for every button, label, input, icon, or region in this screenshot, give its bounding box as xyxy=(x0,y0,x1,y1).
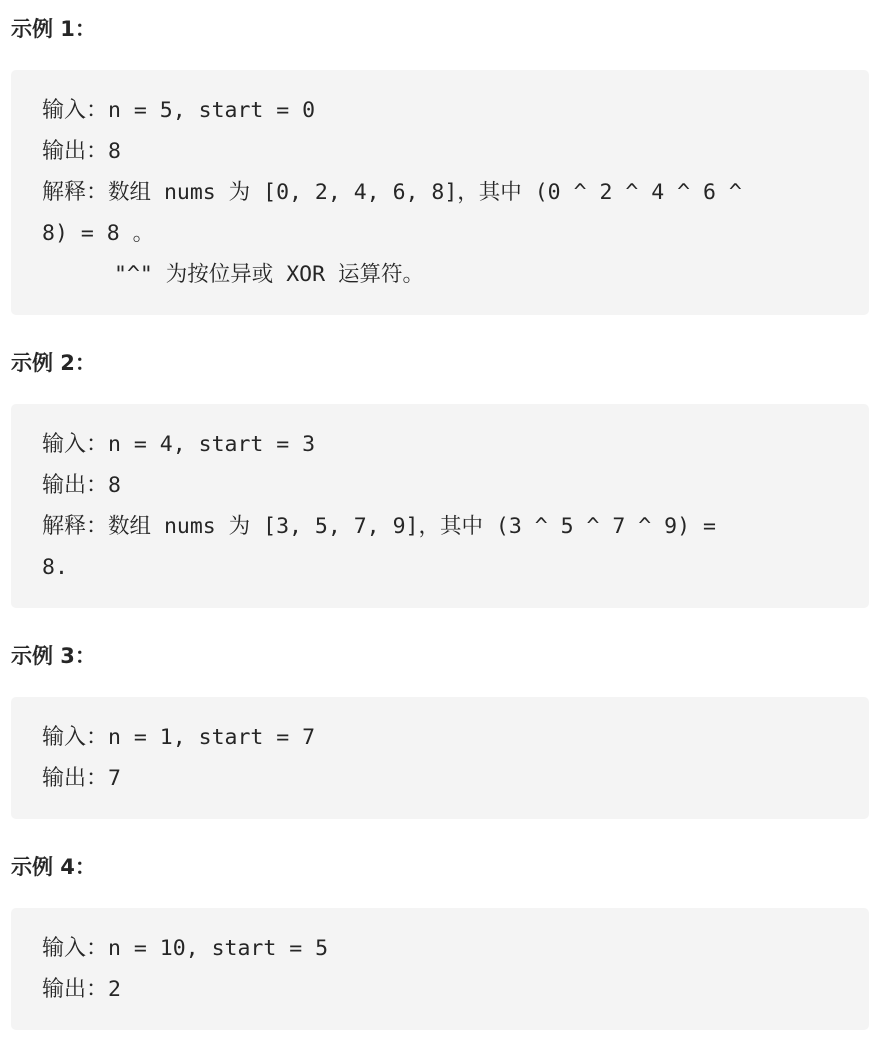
input-value: n = 5, start = 0 xyxy=(108,98,316,123)
example-4-input-line xyxy=(42,928,869,969)
input-label: 输入： xyxy=(42,936,109,961)
example-3-code-block xyxy=(11,697,869,819)
example-1-input-line xyxy=(42,90,869,131)
output-label: 输出： xyxy=(42,473,109,498)
example-2-code-block xyxy=(11,404,869,608)
example-2-explanation-continuation xyxy=(42,547,869,588)
output-value: 2 xyxy=(108,977,121,1002)
explanation-continuation-text: 8) = 8 。 xyxy=(42,221,155,246)
explanation-label: 解释： xyxy=(42,514,109,539)
explanation-text: 数组 nums 为 [3, 5, 7, 9]，其中 (3 ^ 5 ^ 7 ^ 9) = xyxy=(108,514,716,539)
xor-note-text: "^" 为按位异或 XOR 运算符。 xyxy=(114,262,424,287)
example-1-code-block xyxy=(11,70,869,315)
example-2-input-line xyxy=(42,424,869,465)
example-2-output-line xyxy=(42,465,869,506)
input-label: 输入： xyxy=(42,725,109,750)
example-3-output-line xyxy=(42,758,869,799)
example-2-heading: 示例 2： xyxy=(11,351,96,375)
example-4-heading: 示例 4： xyxy=(11,855,96,879)
input-value: n = 1, start = 7 xyxy=(108,725,316,750)
example-1-heading: 示例 1： xyxy=(11,17,96,41)
example-2-explanation-line xyxy=(42,506,869,547)
output-value: 8 xyxy=(108,473,121,498)
input-label: 输入： xyxy=(42,98,109,123)
example-3-heading: 示例 3： xyxy=(11,644,96,668)
example-4-code-block xyxy=(11,908,869,1030)
explanation-text: 数组 nums 为 [0, 2, 4, 6, 8]，其中 (0 ^ 2 ^ 4 ^ 6 ^ xyxy=(108,180,742,205)
input-value: n = 4, start = 3 xyxy=(108,432,316,457)
explanation-label: 解释： xyxy=(42,180,109,205)
example-3-input-line xyxy=(42,717,869,758)
output-label: 输出： xyxy=(42,766,109,791)
example-1-explanation-continuation xyxy=(42,213,869,254)
example-1-explanation-line xyxy=(42,172,869,213)
example-1-output-line xyxy=(42,131,869,172)
input-label: 输入： xyxy=(42,432,109,457)
explanation-continuation-text: 8. xyxy=(42,555,68,580)
example-4-output-line xyxy=(42,969,869,1010)
output-value: 7 xyxy=(108,766,121,791)
example-1-xor-note xyxy=(42,254,869,295)
input-value: n = 10, start = 5 xyxy=(108,936,329,961)
output-label: 输出： xyxy=(42,977,109,1002)
output-value: 8 xyxy=(108,139,121,164)
output-label: 输出： xyxy=(42,139,109,164)
